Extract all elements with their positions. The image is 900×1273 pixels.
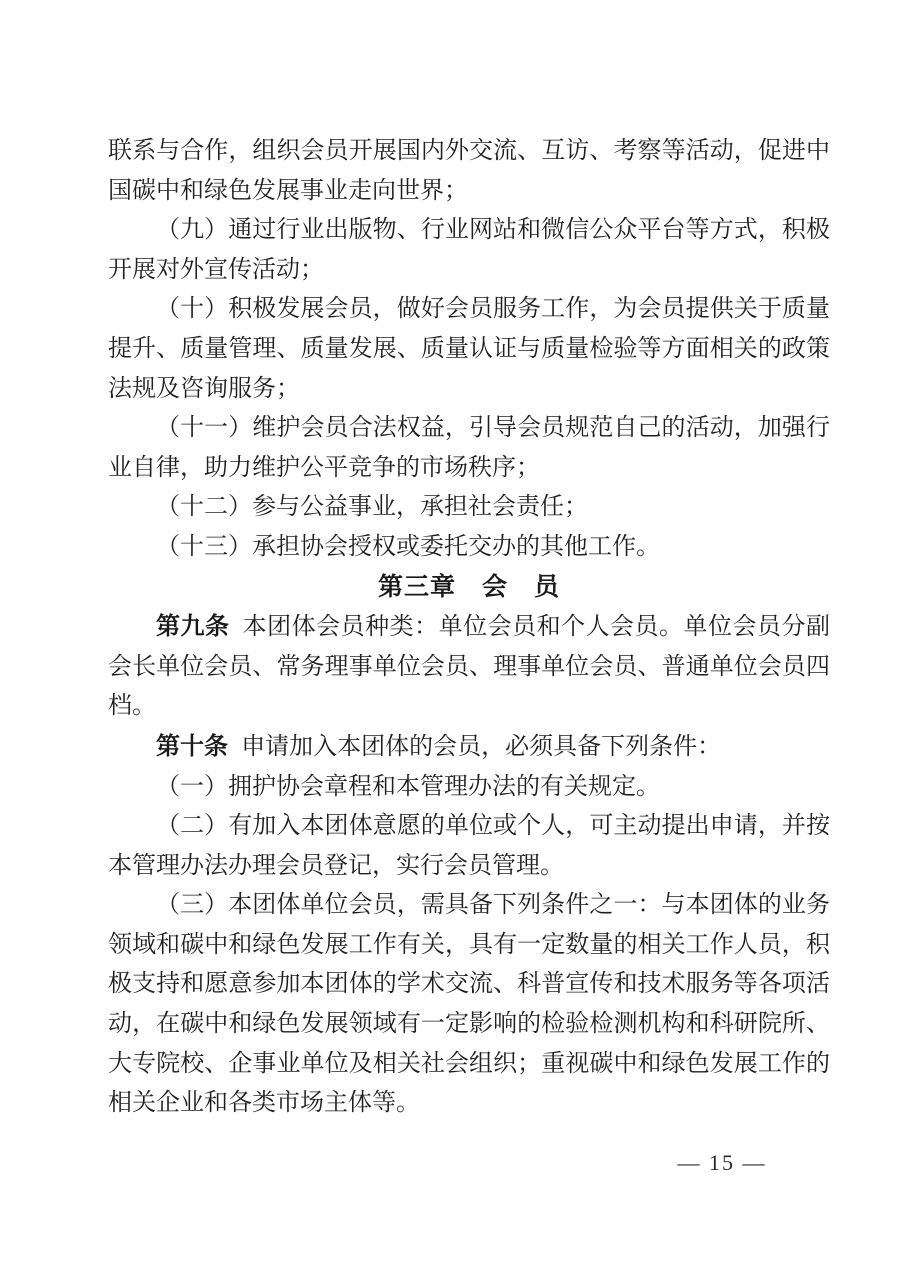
paragraph	[108, 132, 830, 211]
paragraph	[108, 211, 830, 290]
paragraph-text: 联系与合作，组织会员开展国内外交流、互访、考察等活动，促进中国碳中和绿色发展事业走向世界；	[108, 138, 830, 204]
chapter-heading: 第三章 会 员	[377, 572, 560, 601]
paragraph-text: （三）本团体单位会员，需具备下列条件之一：与本团体的业务领域和碳中和绿色发展工作有关，具有一定数量的相关工作人员，积极支持和愿意参加本团体的学术交流、科普宣传和技术服务等各项活动，在碳中和绿色发展领域有一定影响的检验检测机构和科研院所、大专院校、企事业单位及相关社会组织；重视碳中和绿色发展工作的相关企业和各类市场主体等。	[108, 892, 830, 1117]
paragraph	[108, 409, 830, 488]
paragraph	[108, 528, 830, 568]
article-number-bold: 第十条	[156, 732, 228, 760]
paragraph-text: 本团体会员种类：单位会员和个人会员。单位会员分副会长单位会员、常务理事单位会员、理事单位会员、普通单位会员四档。	[108, 614, 831, 720]
paragraph	[108, 488, 830, 528]
paragraph-text: （十二）参与公益事业，承担社会责任；	[156, 494, 588, 521]
paragraph	[108, 768, 830, 808]
paragraph-text: （十）积极发展会员，做好会员服务工作，为会员提供关于质量提升、质量管理、质量发展、质量认证与质量检验等方面相关的政策法规及咨询服务；	[108, 296, 830, 402]
paragraph-text: （九）通过行业出版物、行业网站和微信公众平台等方式，积极开展对外宣传活动；	[108, 217, 830, 283]
paragraph-text: （十一）维护会员合法权益，引导会员规范自己的活动，加强行业自律，助力维护公平竞争的市场秩序；	[108, 415, 830, 481]
paragraph-text: 申请加入本团体的会员，必须具备下列条件：	[241, 733, 722, 760]
article-number-bold: 第九条	[156, 613, 230, 641]
paragraph	[108, 886, 830, 1124]
page-footer	[662, 1147, 782, 1179]
page-number: — 15 —	[677, 1150, 767, 1175]
document-body	[108, 132, 830, 1124]
paragraph-text: （一）拥护协会章程和本管理办法的有关规定。	[156, 773, 660, 800]
paragraph	[108, 727, 830, 768]
paragraph	[108, 607, 830, 727]
paragraph-text: （十三）承担协会授权或委托交办的其他工作。	[156, 533, 660, 560]
paragraph	[108, 290, 830, 409]
paragraph-text: （二）有加入本团体意愿的单位或个人，可主动提出申请，并按本管理办法办理会员登记，实行会员管理。	[108, 813, 830, 879]
paragraph	[108, 807, 830, 886]
